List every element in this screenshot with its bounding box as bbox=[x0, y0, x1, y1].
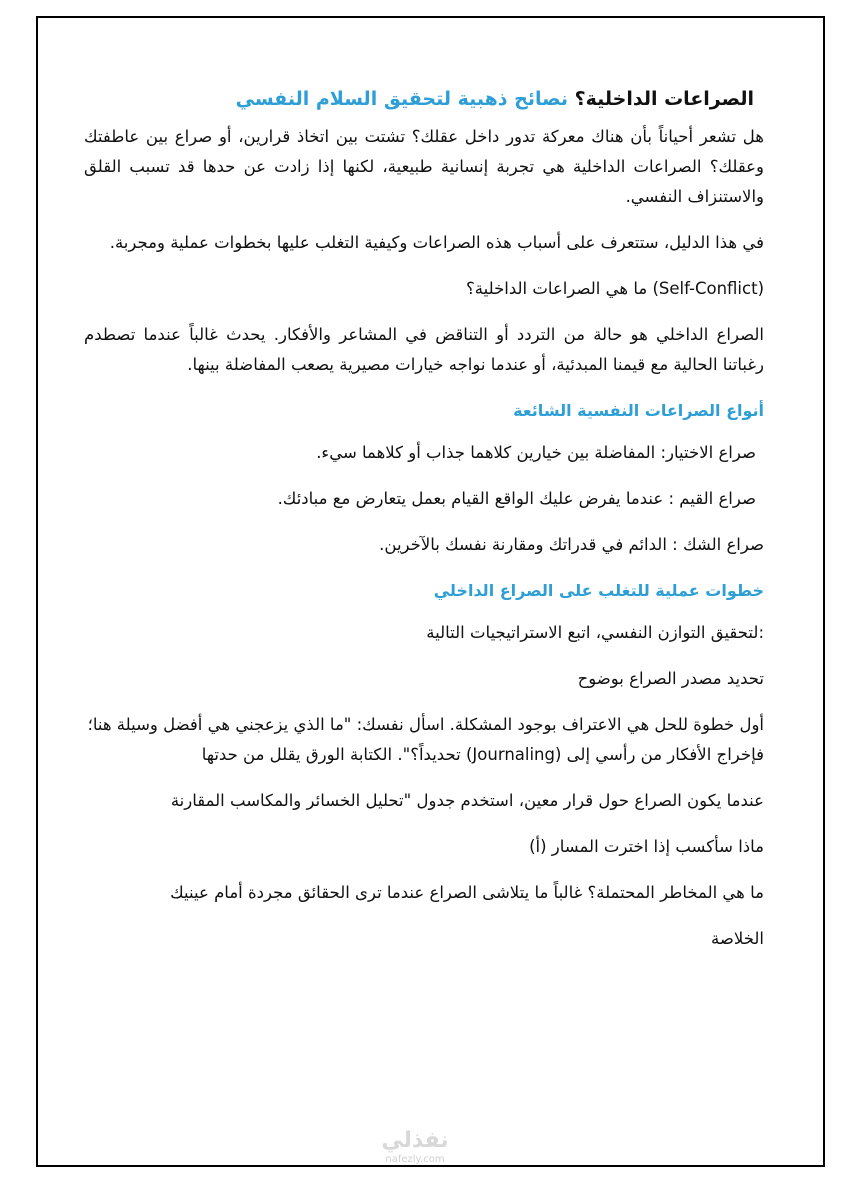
title-main: الصراعات الداخلية؟ bbox=[574, 88, 754, 110]
intro-paragraph-1: هل تشعر أحياناً بأن هناك معركة تدور داخل عقلك؟ تشتت بين اتخاذ قرارين، أو صراع بين عاطفتك وعقلك؟ الصراعات الداخلية هي تجربة إنسانية طبيعية، لكنها إذا زادت عن حدها قد تسبب القلق والاستنزاف النفسي. bbox=[84, 127, 764, 206]
watermark-logo: نفذلي bbox=[381, 1128, 449, 1153]
types-heading: أنواع الصراعات النفسية الشائعة bbox=[513, 401, 764, 420]
steps-intro: :لتحقيق التوازن النفسي، اتبع الاستراتيجيات التالية bbox=[426, 623, 764, 642]
step2-question-2: ما هي المخاطر المحتملة؟ غالباً ما يتلاشى الصراع عندما ترى الحقائق مجردة أمام عينيك bbox=[170, 883, 764, 902]
watermark-url: nafezly.com bbox=[385, 1154, 445, 1165]
definition-question: (Self-Conflict) ما هي الصراعات الداخلية؟ bbox=[466, 279, 764, 298]
step1-title: تحديد مصدر الصراع بوضوح bbox=[577, 669, 764, 688]
step2-question-1: ماذا سأكسب إذا اخترت المسار (أ) bbox=[529, 837, 764, 856]
step1-paragraph: أول خطوة للحل هي الاعتراف بوجود المشكلة. اسأل نفسك: "ما الذي يزعجني هي أفضل وسيلة هنا؛ فإخراج الأفكار من رأسي إلى (Journaling) تحديداً؟". الكتابة الورق يقلل من حدتها bbox=[87, 715, 764, 764]
type-item-choice: صراع الاختيار: المفاضلة بين خيارين كلاهما جذاب أو كلاهما سيء. bbox=[316, 443, 756, 462]
definition-paragraph: الصراع الداخلي هو حالة من التردد أو التناقض في المشاعر والأفكار. يحدث غالباً عندما تصطدم رغباتنا الحالية مع قيمنا المبدئية، أو عندما نواجه خيارات مصيرية يصعب المفاضلة بينها. bbox=[84, 325, 764, 374]
intro-paragraph-2: في هذا الدليل، ستتعرف على أسباب هذه الصراعات وكيفية التغلب عليها بخطوات عملية ومجربة. bbox=[109, 233, 764, 252]
type-item-doubt: صراع الشك : الدائم في قدراتك ومقارنة نفسك بالآخرين. bbox=[379, 535, 764, 554]
step2-paragraph: عندما يكون الصراع حول قرار معين، استخدم جدول "تحليل الخسائر والمكاسب المقارنة bbox=[170, 791, 764, 810]
type-item-values: صراع القيم : عندما يفرض عليك الواقع القيام بعمل يتعارض مع مبادئك. bbox=[277, 489, 756, 508]
steps-heading: خطوات عملية للتغلب على الصراع الداخلي bbox=[433, 581, 764, 600]
document-title bbox=[84, 84, 764, 114]
conclusion-heading: الخلاصة bbox=[711, 929, 764, 948]
title-accent: نصائح ذهبية لتحقيق السلام النفسي bbox=[235, 88, 568, 110]
document-body bbox=[84, 84, 764, 970]
